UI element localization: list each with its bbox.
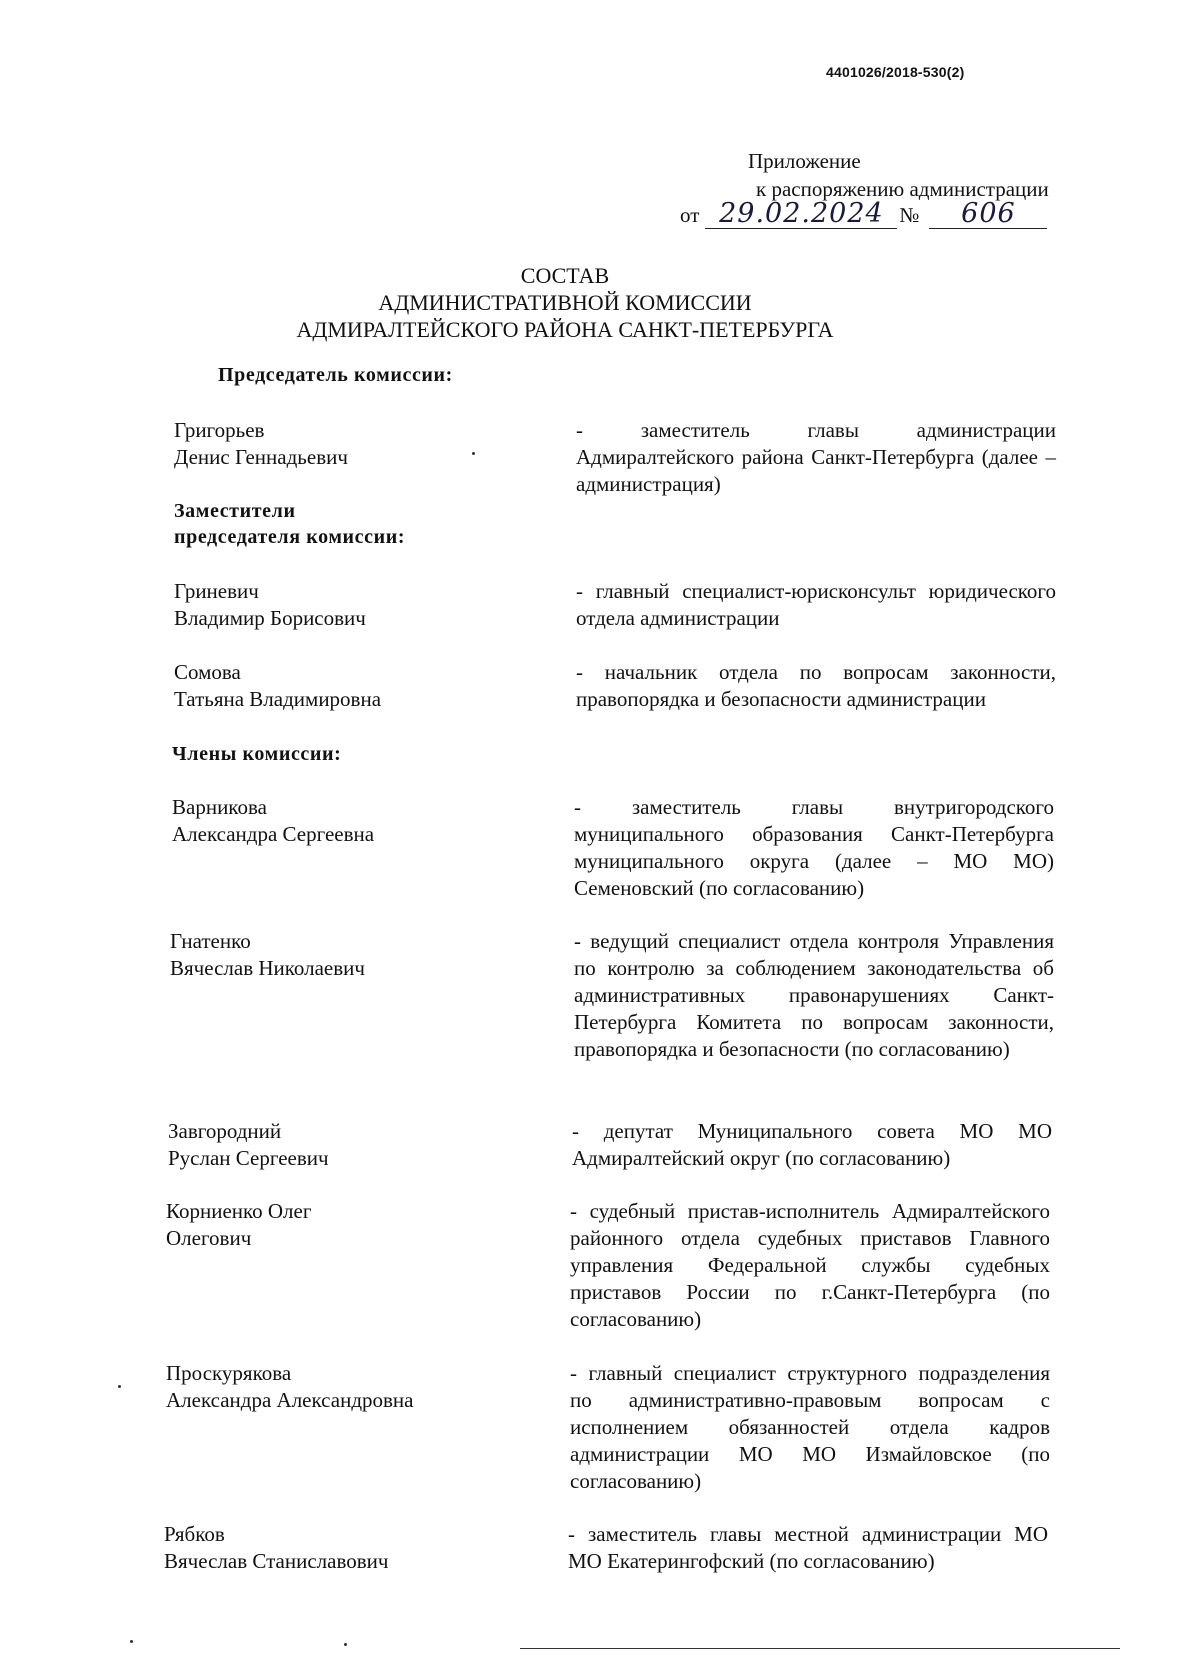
document-title — [0, 262, 1130, 343]
section-members-heading: Члены комиссии: — [172, 743, 342, 765]
member-position: - начальник отдела по вопросам законности, правопорядка и безопасности администрации — [576, 660, 1056, 711]
member-position: - судебный пристав-исполнитель Адмиралтейского районного отдела судебных приставов Главного управления Федеральной службы судебных приставов России по г.Санкт-Петербурга (по согласованию) — [570, 1199, 1050, 1331]
member-name — [174, 417, 504, 471]
member-name — [174, 578, 504, 632]
member-given-name: Татьяна Владимировна — [174, 687, 382, 711]
bottom-rule — [520, 1648, 1120, 1649]
section-deputies-line-2: председателя комиссии: — [174, 526, 406, 548]
handwritten-date: 29.02.2024 — [705, 200, 897, 229]
member-name — [166, 1198, 496, 1252]
member-position: - заместитель главы внутригородского муниципального образования Санкт-Петербурга муниципального округа (далее – МО МО) Семеновский (по согласованию) — [574, 795, 1054, 900]
member-name — [170, 928, 500, 982]
member-surname: Проскурякова — [166, 1361, 292, 1385]
member-position: - депутат Муниципального совета МО МО Адмиралтейский округ (по согласованию) — [572, 1119, 1052, 1170]
title-line-2: АДМИНИСТРАТИВНОЙ КОМИССИИ — [378, 290, 752, 315]
member-surname: Варникова — [172, 795, 267, 819]
member-given-name: Вячеслав Николаевич — [170, 956, 365, 980]
member-name — [164, 1521, 494, 1575]
number-label: № — [899, 203, 920, 227]
appendix-subtitle: к распоряжению администрации — [756, 177, 1049, 201]
section-chairman-heading: Председатель комиссии: — [218, 364, 453, 386]
member-surname: Гнатенко — [170, 929, 251, 953]
member-surname: Григорьев — [174, 418, 265, 442]
member-surname: Сомова — [174, 660, 241, 684]
member-given-name: Руслан Сергеевич — [168, 1146, 329, 1170]
member-surname: Завгородний — [168, 1119, 282, 1143]
member-surname: Корниенко Олег — [166, 1199, 312, 1223]
member-given-name: Александра Александровна — [166, 1388, 414, 1412]
member-name — [166, 1360, 496, 1414]
member-position: - заместитель главы администрации Адмиралтейского района Санкт-Петербурга (далее – администрация) — [576, 418, 1056, 496]
member-given-name: Денис Геннадьевич — [174, 445, 348, 469]
member-name — [174, 659, 504, 713]
member-given-name: Олегович — [166, 1226, 252, 1250]
scan-speck — [118, 1385, 121, 1388]
member-given-name: Александра Сергеевна — [172, 822, 375, 846]
scan-speck — [344, 1643, 347, 1646]
member-position: - заместитель главы местной администрации МО МО Екатерингофский (по согласованию) — [568, 1522, 1048, 1573]
appendix-date-number — [680, 200, 1047, 229]
member-position: - ведущий специалист отдела контроля Управления по контролю за соблюдением законодательства об административных правонарушениях Санкт-Петербурга Комитета по вопросам законности, правопорядка и безопасности (по согласованию) — [574, 929, 1054, 1061]
appendix-title: Приложение — [748, 149, 861, 173]
member-given-name: Владимир Борисович — [174, 606, 366, 630]
member-surname: Гриневич — [174, 579, 259, 603]
member-given-name: Вячеслав Станиславович — [164, 1549, 389, 1573]
member-position: - главный специалист структурного подразделения по административно-правовым вопросам с исполнением обязанностей отдела кадров администрации МО МО Измайловское (по согласованию) — [570, 1361, 1050, 1493]
member-name — [168, 1118, 498, 1172]
handwritten-number: 606 — [929, 200, 1047, 229]
member-position: - главный специалист-юрисконсульт юридического отдела администрации — [576, 579, 1056, 630]
date-prefix: от — [680, 203, 700, 227]
title-line-1: СОСТАВ — [520, 263, 610, 288]
title-line-3: АДМИРАЛТЕЙСКОГО РАЙОНА САНКТ-ПЕТЕРБУРГА — [296, 317, 834, 342]
scan-speck — [472, 452, 475, 455]
scan-speck — [130, 1640, 133, 1643]
section-deputies-heading — [174, 498, 405, 550]
member-surname: Рябков — [164, 1522, 225, 1546]
document-ref-number: 4401026/2018-530(2) — [826, 64, 965, 80]
section-deputies-line-1: Заместители — [174, 500, 296, 522]
member-name — [172, 794, 502, 848]
